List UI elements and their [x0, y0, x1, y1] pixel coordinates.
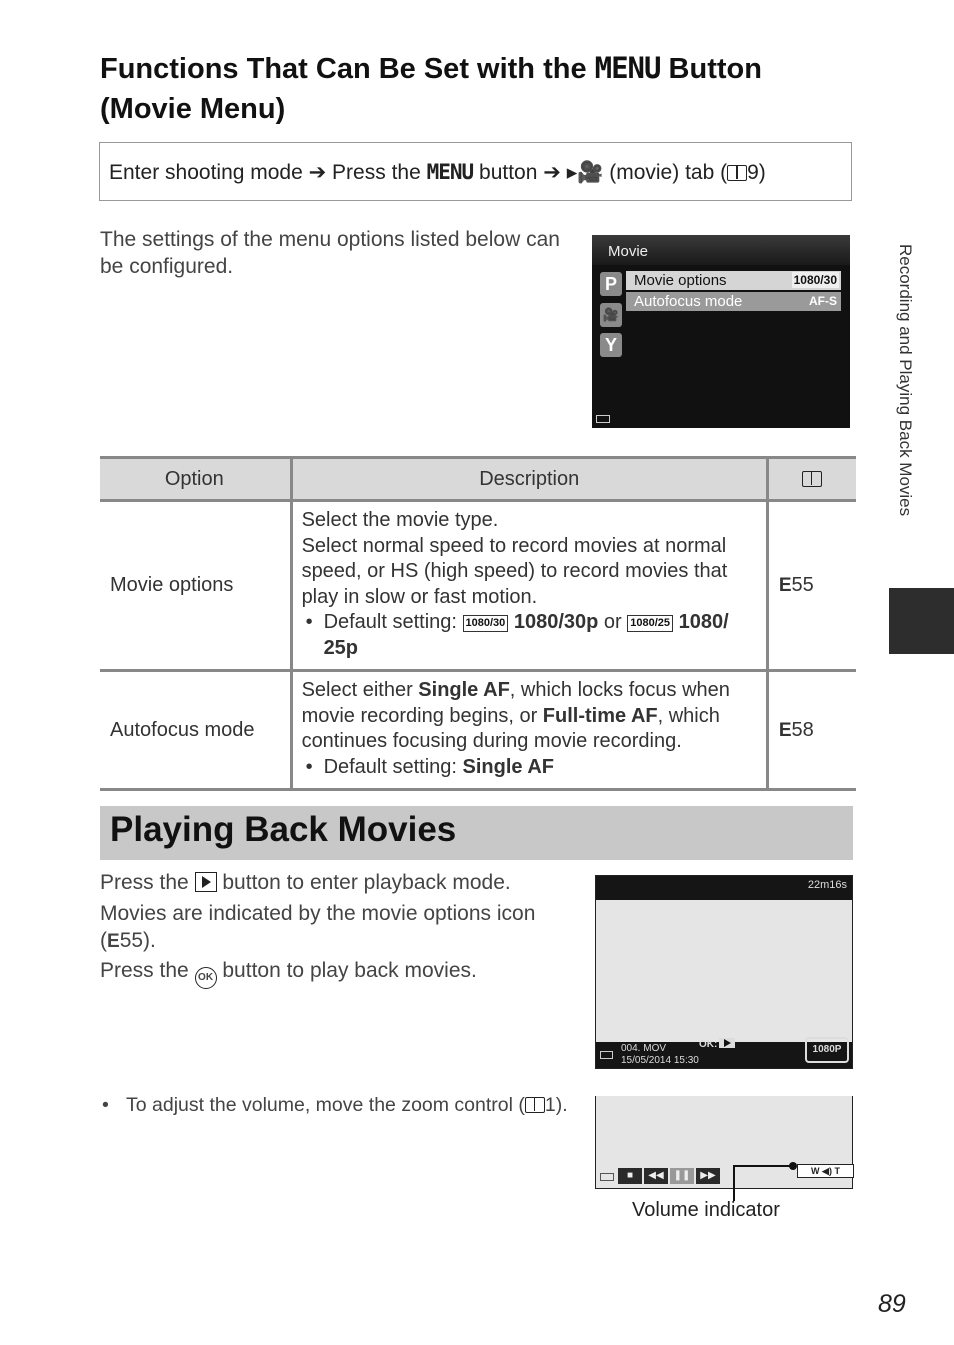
page-number: 89 [878, 1290, 906, 1318]
header-description: Description [291, 458, 767, 501]
volume-indicator-icon: W ◀) T [797, 1164, 854, 1178]
header-reference [767, 458, 856, 501]
callout-line [733, 1165, 793, 1167]
movie-tab-icon: ▸🎥 [566, 161, 604, 184]
playback-paragraph-2: Movies are indicated by the movie options icon (E55). [100, 902, 536, 952]
pause-icon: ❚❚ [670, 1168, 694, 1184]
book-icon [727, 165, 747, 181]
ok-play-hint: OK: [699, 1038, 735, 1051]
movie-format-icon: 1080/30 [793, 273, 837, 287]
book-icon [802, 471, 822, 487]
stop-icon: ■ [618, 1168, 642, 1184]
af-mode-icon: AF-S [809, 294, 837, 308]
option-description: Select either Single AF, which locks focus when movie recording begins, or Full-time AF, which continues focusing during movie recording. • Default setting: Single AF [291, 671, 767, 790]
menu-button-glyph: MENU [594, 51, 661, 85]
movie-format-icon: 1080P [805, 1037, 849, 1063]
menu-button-glyph: MENU [426, 160, 474, 184]
battery-icon [600, 1051, 613, 1059]
camera-menu-row-movie-options: Movie options 1080/30 [626, 271, 841, 290]
setup-tab-icon: Y [600, 333, 622, 357]
volume-bullet: • To adjust the volume, move the zoom control ( 1). [102, 1094, 568, 1116]
movie-format-icon: 1080/30 [463, 615, 509, 632]
file-name: 004. MOV [621, 1043, 667, 1054]
reference-section-icon: E [107, 931, 120, 952]
default-setting: • Default setting: Single AF [302, 755, 756, 781]
side-chapter-label: Recording and Playing Back Movies [896, 244, 915, 517]
table-row [100, 501, 856, 671]
navigation-path-box: Enter shooting mode ➔ Press the MENU button ➔ ▸🎥 (movie) tab ( 9) [99, 142, 852, 201]
shooting-tab-icon: P [600, 272, 622, 296]
rewind-icon: ◀◀ [644, 1168, 668, 1184]
playback-paragraph-1: Press the button to enter playback mode. [100, 871, 511, 894]
playback-paragraph-3: Press the OK button to play back movies. [100, 957, 570, 989]
option-description: Select the movie type. Select normal speed to record movies at normal speed, or HS (high speed) to record movies that play in slow or fast motion. • Default setting: 1080/30 1080/30p or 1080/25 1080/ 25p [291, 501, 767, 671]
reference-section-icon: E [778, 575, 792, 596]
page-reference: E55 [767, 501, 856, 671]
battery-icon [600, 1173, 614, 1181]
playback-info-bar [596, 1039, 852, 1068]
option-name: Movie options [100, 501, 291, 671]
camera-menu-row-autofocus: Autofocus mode AF-S [626, 292, 841, 311]
camera-menu-header: Movie [592, 235, 850, 265]
options-table [100, 456, 856, 791]
page-reference: E58 [767, 671, 856, 790]
book-icon [525, 1097, 545, 1113]
playback-button-icon [195, 872, 217, 892]
camera-menu-screen [592, 235, 850, 428]
chapter-tab-marker [889, 588, 954, 654]
header-option: Option [100, 458, 291, 501]
reference-section-icon: E [778, 719, 792, 741]
section-heading: Playing Back Movies [100, 806, 853, 860]
page-title: Functions That Can Be Set with the MENU Button (Movie Menu) [100, 51, 762, 125]
movie-tab-icon: 🎥 [600, 303, 622, 327]
movie-format-icon: 1080/25 [627, 615, 673, 632]
option-name: Autofocus mode [100, 671, 291, 790]
ok-button-icon: OK [195, 967, 217, 989]
intro-text: The settings of the menu options listed below can be configured. [100, 228, 560, 278]
fast-forward-icon: ▶▶ [696, 1168, 720, 1184]
volume-indicator-label: Volume indicator [632, 1199, 780, 1221]
remaining-time: 22m16s [596, 876, 852, 900]
battery-icon [596, 415, 610, 423]
playback-screen [595, 875, 853, 1069]
callout-line [733, 1165, 735, 1201]
table-row [100, 671, 856, 790]
default-setting: • Default setting: 1080/30 1080/30p or 1080/25 1080/ 25p [302, 610, 756, 661]
date-time: 15/05/2014 15:30 [621, 1055, 699, 1066]
